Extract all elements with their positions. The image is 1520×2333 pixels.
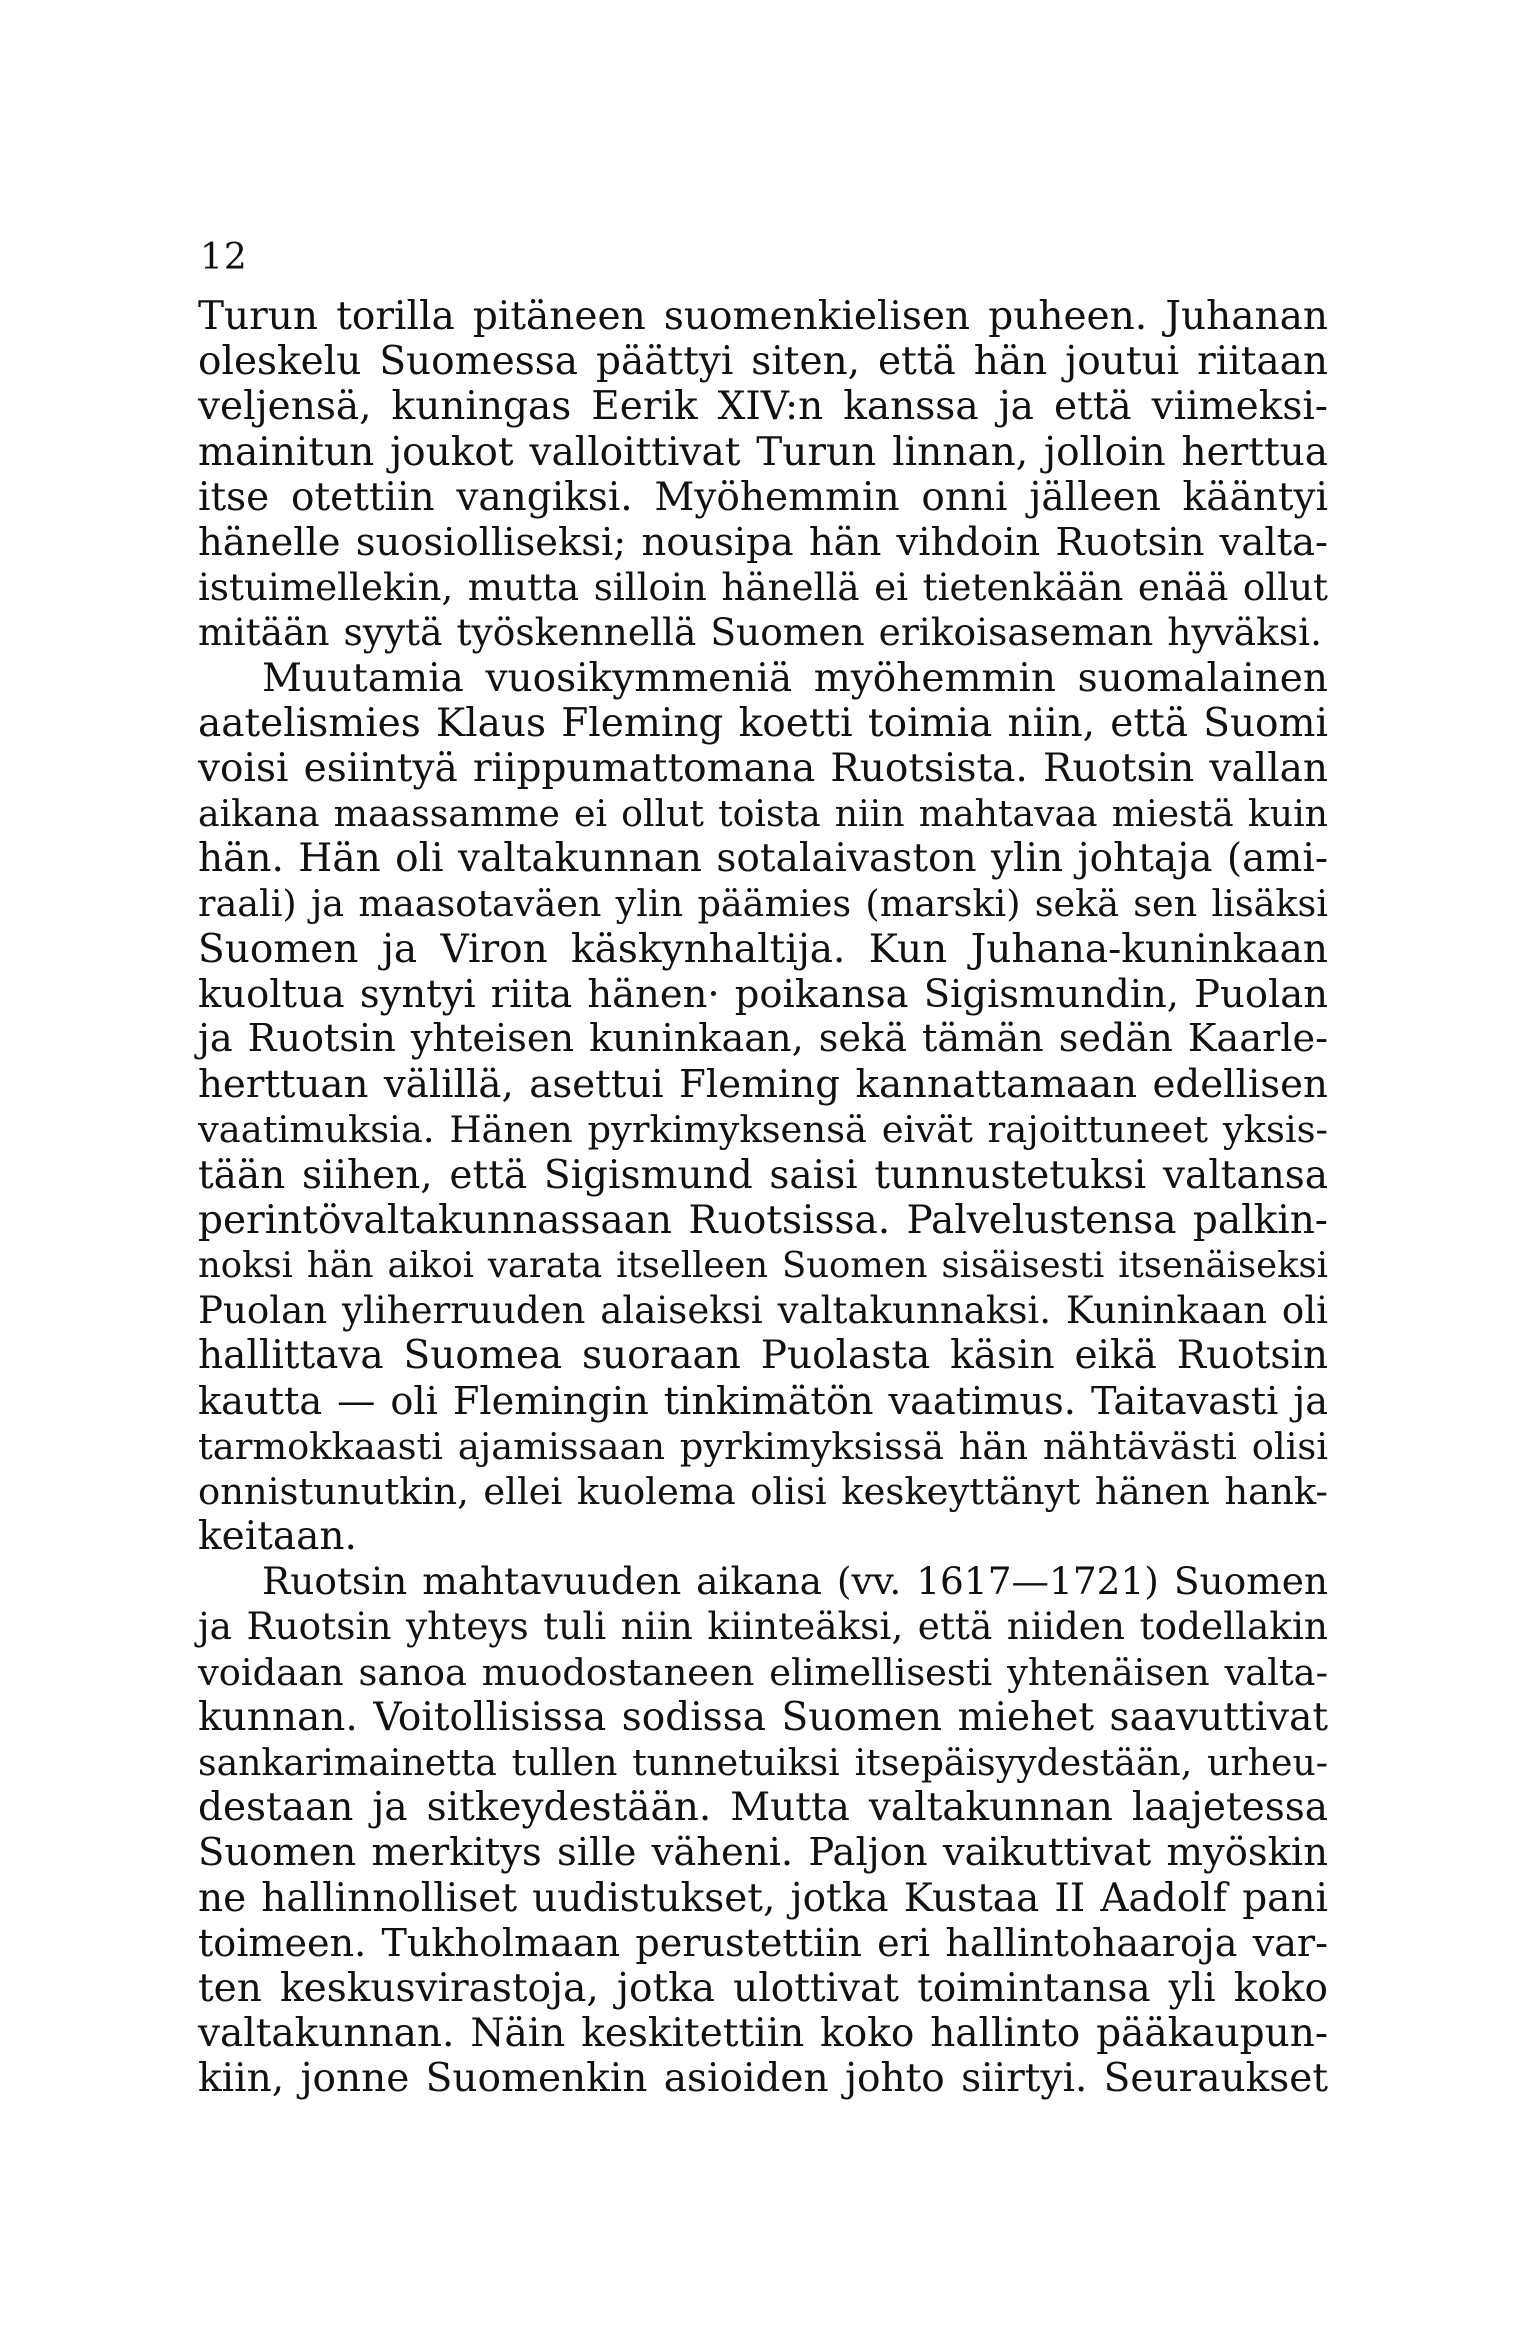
text-line: ja Ruotsin yhteys tuli niin kiinteäksi, että niiden todellakin [198,1604,1328,1649]
text-line: tään siihen, että Sigismund saisi tunnustetuksi valtansa [198,1152,1328,1198]
text-line: kuoltua syntyi riita hänen· poikansa Sigismundin, Puolan [198,971,1328,1017]
text-line: perintövaltakunnassaan Ruotsissa. Palvelustensa palkin- [198,1197,1328,1243]
text-line: aikana maassamme ei ollut toista niin mahtavaa miestä kuin [198,792,1328,836]
text-line: raali) ja maasotaväen ylin päämies (marski) sekä sen lisäksi [198,882,1328,926]
text-line: hänelle suosiolliseksi; nousipa hän vihdoin Ruotsin valta- [198,519,1328,565]
text-line: tarmokkaasti ajamissaan pyrkimyksissä hän nähtävästi olisi [198,1424,1328,1468]
text-line: Turun torilla pitäneen suomenkielisen puheen. Juhanan [198,294,1328,339]
text-line: Ruotsin mahtavuuden aikana (vv. 1617—1721) Suomen [262,1559,1328,1604]
text-line: Muutamia vuosikymmeniä myöhemmin suomalainen [262,655,1328,701]
text-line: vaatimuksia. Hänen pyrkimyksensä eivät rajoittuneet yksis- [198,1108,1328,1152]
text-line: ten keskusvirastoja, jotka ulottivat toimintansa yli koko [198,1965,1328,2011]
text-line: mitään syytä työskennellä Suomen erikoisaseman hyväksi. [198,610,1323,655]
text-line: kautta — oli Flemingin tinkimätön vaatimus. Taitavasti ja [198,1378,1328,1424]
text-line: valtakunnan. Näin keskitettiin koko hallinto pääkaupun- [198,2011,1328,2057]
text-line: oleskelu Suomessa päättyi siten, että hän joutui riitaan [198,339,1328,385]
text-line: Suomen merkitys sille väheni. Paljon vaikuttivat myöskin [198,1830,1328,1876]
text-line: herttuan välillä, asettui Fleming kannattamaan edellisen [198,1062,1328,1108]
text-line: ja Ruotsin yhteisen kuninkaan, sekä tämän sedän Kaarle- [198,1017,1328,1061]
text-line: sankarimainetta tullen tunnetuiksi itsepäisyydestään, urheu- [198,1741,1328,1784]
text-line: kunnan. Voitollisissa sodissa Suomen miehet saavuttivat [198,1694,1328,1740]
text-line: keitaan. [198,1514,357,1560]
page-number: 12 [200,237,248,278]
text-line: veljensä, kuningas Eerik XIV:n kanssa ja että viimeksi- [198,384,1328,430]
text-line: toimeen. Tukholmaan perustettiin eri hallintohaaroja var- [198,1920,1328,1965]
text-line: aatelismies Klaus Fleming koetti toimia niin, että Suomi [198,700,1328,746]
text-line: onnistunutkin, ellei kuolema olisi keskeyttänyt hänen hank- [198,1469,1328,1513]
text-line: itse otettiin vangiksi. Myöhemmin onni jälleen kääntyi [198,474,1328,520]
text-line: voisi esiintyä riippumattomana Ruotsista. Ruotsin vallan [198,745,1328,791]
text-line: destaan ja sitkeydestään. Mutta valtakunnan laajetessa [198,1785,1328,1831]
text-line: voidaan sanoa muodostaneen elimellisesti yhtenäisen valta- [198,1650,1328,1694]
text-line: mainitun joukot valloittivat Turun linnan, jolloin herttua [198,429,1328,475]
text-line: hallittava Suomea suoraan Puolasta käsin eikä Ruotsin [198,1333,1328,1379]
text-line: kiin, jonne Suomenkin asioiden johto siirtyi. Seuraukset [198,2056,1328,2102]
text-line: Suomen ja Viron käskynhaltija. Kun Juhana-kuninkaan [198,926,1328,972]
text-line: istuimellekin, mutta silloin hänellä ei tietenkään enää ollut [198,565,1328,610]
text-line: ne hallinnolliset uudistukset, jotka Kustaa II Aadolf pani [198,1875,1328,1921]
text-line: Puolan yliherruuden alaiseksi valtakunnaksi. Kuninkaan oli [198,1289,1328,1333]
text-line: hän. Hän oli valtakunnan sotalaivaston ylin johtaja (ami- [198,836,1328,882]
text-line: noksi hän aikoi varata itselleen Suomen sisäisesti itsenäiseksi [198,1244,1328,1286]
body-text [198,294,1328,2102]
